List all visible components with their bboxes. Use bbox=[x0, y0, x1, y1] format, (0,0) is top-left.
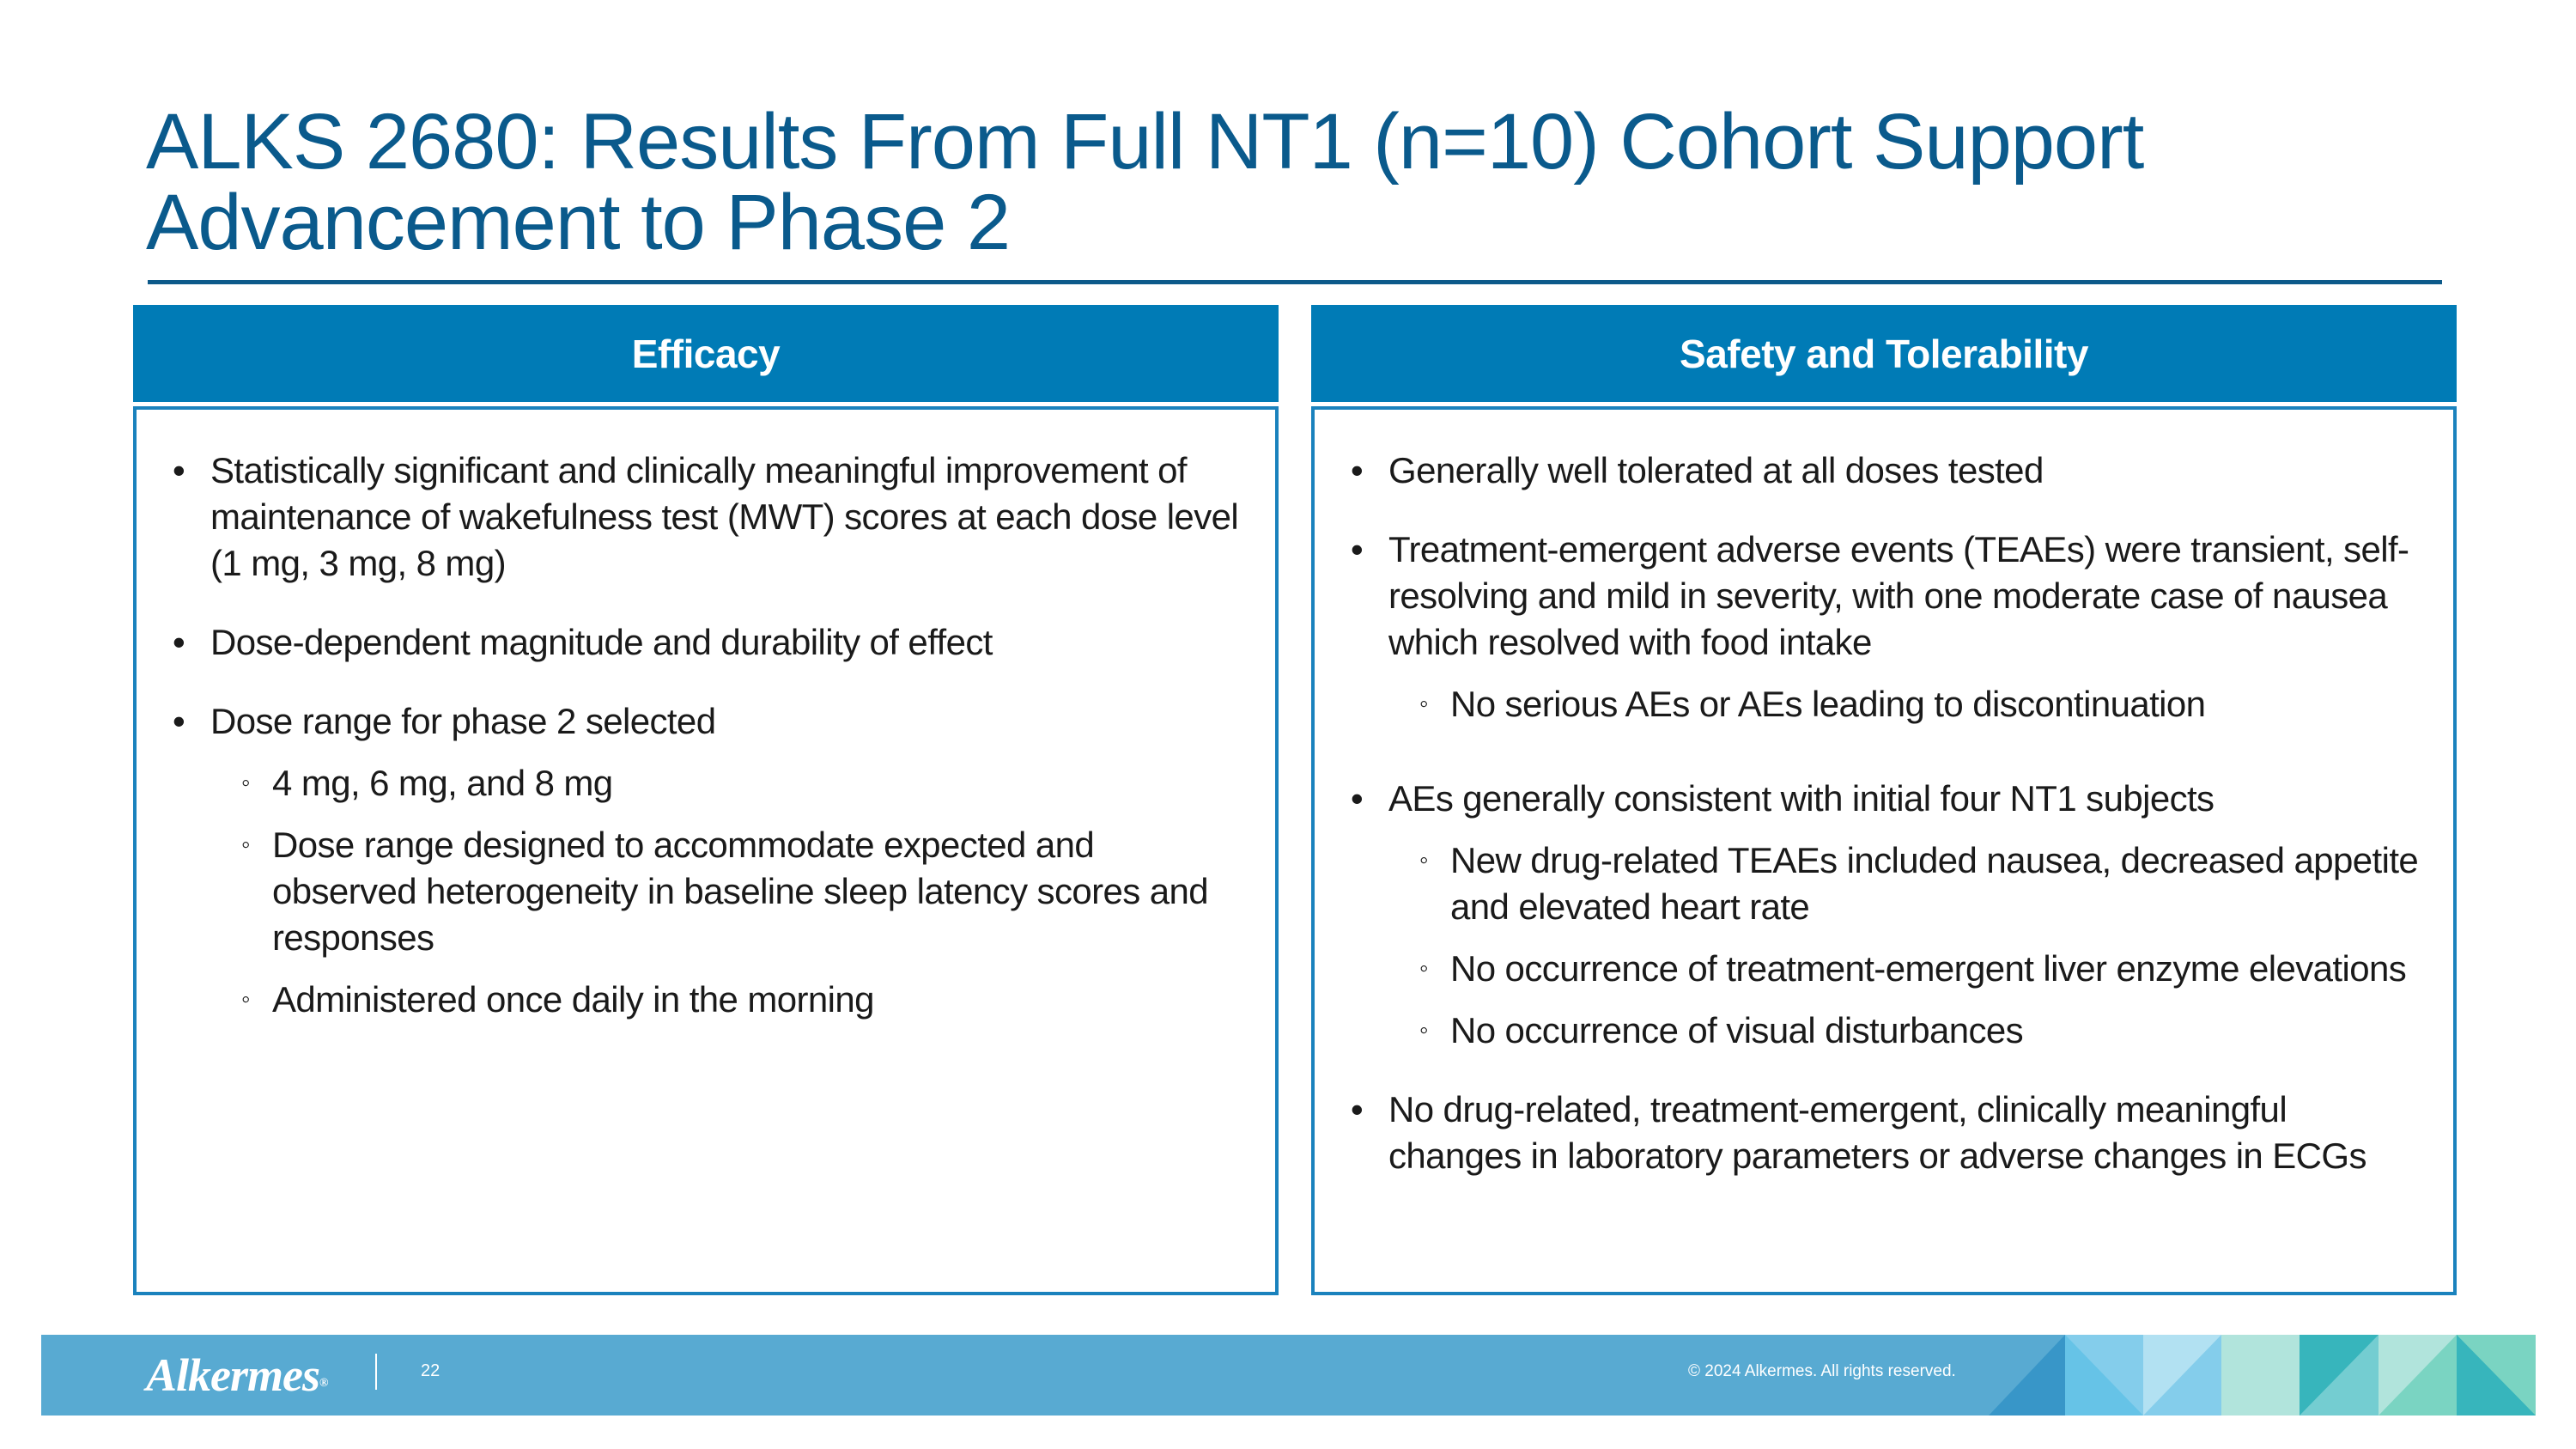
slide-title-line-2: Advancement to Phase 2 bbox=[146, 179, 1010, 266]
safety-bullet-list bbox=[1351, 447, 2419, 1179]
sub-bullet-text: New drug-related TEAEs included nausea, decreased appetite and elevated heart rate bbox=[1450, 840, 2419, 927]
bullet-icon: • bbox=[173, 622, 185, 662]
efficacy-sub-bullet bbox=[210, 760, 1241, 807]
copyright-notice: © 2024 Alkermes. All rights reserved. bbox=[1688, 1362, 1956, 1380]
safety-sub-bullet bbox=[1388, 681, 2419, 728]
safety-sub-bullet bbox=[1388, 946, 2419, 992]
safety-panel-header bbox=[1311, 305, 2457, 402]
efficacy-bullet bbox=[173, 619, 1241, 666]
bullet-icon: • bbox=[1351, 450, 1364, 490]
efficacy-sub-bullet bbox=[210, 822, 1241, 961]
registered-mark-icon: ® bbox=[319, 1377, 328, 1390]
safety-bullet bbox=[1351, 527, 2419, 728]
footer-divider bbox=[375, 1354, 377, 1390]
sub-bullet-icon: ◦ bbox=[1419, 690, 1429, 718]
footer-triangle-pattern-icon bbox=[1989, 1335, 2536, 1416]
sub-bullet-icon: ◦ bbox=[1419, 954, 1429, 983]
bullet-icon: • bbox=[1351, 1089, 1364, 1129]
bullet-icon: • bbox=[173, 450, 185, 490]
sub-bullet-icon: ◦ bbox=[1419, 1016, 1429, 1044]
page-number: 22 bbox=[421, 1361, 440, 1380]
efficacy-bullet bbox=[173, 698, 1241, 1023]
safety-sub-list bbox=[1388, 681, 2419, 728]
sub-bullet-icon: ◦ bbox=[241, 831, 251, 859]
efficacy-panel-body bbox=[133, 406, 1279, 1295]
bullet-text: No drug-related, treatment-emergent, clinically meaningful changes in laboratory parameters or adverse changes in ECGs bbox=[1388, 1089, 2366, 1176]
safety-sub-bullet bbox=[1388, 837, 2419, 930]
sub-bullet-text: No occurrence of visual disturbances bbox=[1450, 1010, 2024, 1050]
efficacy-header-label: Efficacy bbox=[631, 331, 781, 376]
sub-bullet-text: 4 mg, 6 mg, and 8 mg bbox=[272, 763, 613, 803]
safety-bullet bbox=[1351, 1087, 2419, 1179]
sub-bullet-icon: ◦ bbox=[241, 985, 251, 1014]
bullet-icon: • bbox=[1351, 529, 1364, 569]
safety-bullet bbox=[1351, 447, 2419, 494]
sub-bullet-text: Administered once daily in the morning bbox=[272, 979, 874, 1020]
title-underline bbox=[148, 280, 2442, 284]
bullet-text: AEs generally consistent with initial four NT1 subjects bbox=[1388, 778, 2215, 819]
safety-sub-bullet bbox=[1388, 1008, 2419, 1054]
slide-title bbox=[146, 98, 2464, 266]
sub-bullet-icon: ◦ bbox=[1419, 846, 1429, 874]
sub-bullet-text: No serious AEs or AEs leading to discontinuation bbox=[1450, 684, 2206, 724]
safety-bullet bbox=[1351, 776, 2419, 1054]
efficacy-sub-bullet bbox=[210, 977, 1241, 1023]
efficacy-bullet-list bbox=[173, 447, 1241, 1023]
alkermes-logo bbox=[146, 1350, 327, 1400]
efficacy-bullet bbox=[173, 447, 1241, 587]
bullet-text: Dose range for phase 2 selected bbox=[210, 701, 716, 741]
sub-bullet-text: No occurrence of treatment-emergent liver enzyme elevations bbox=[1450, 948, 2407, 989]
slide-title-line-1: ALKS 2680: Results From Full NT1 (n=10) Cohort Support bbox=[146, 98, 2144, 186]
sub-bullet-text: Dose range designed to accommodate expected and observed heterogeneity in baseline sleep latency scores and responses bbox=[272, 825, 1208, 958]
bullet-text: Generally well tolerated at all doses tested bbox=[1388, 450, 2044, 490]
bullet-text: Statistically significant and clinically meaningful improvement of maintenance of wakefulness test (MWT) scores at each dose level (1 mg, 3 mg, 8 mg) bbox=[210, 450, 1239, 583]
bullet-text: Treatment-emergent adverse events (TEAEs) were transient, self-resolving and mild in severity, with one moderate case of nausea which resolved with food intake bbox=[1388, 529, 2409, 662]
bullet-icon: • bbox=[1351, 778, 1364, 819]
efficacy-panel-header bbox=[133, 305, 1279, 402]
bullet-text: Dose-dependent magnitude and durability of effect bbox=[210, 622, 993, 662]
safety-sub-list bbox=[1388, 837, 2419, 1054]
efficacy-sub-list bbox=[210, 760, 1241, 1023]
bullet-icon: • bbox=[173, 701, 185, 741]
safety-header-label: Safety and Tolerability bbox=[1680, 331, 2088, 376]
safety-panel-body bbox=[1311, 406, 2457, 1295]
logo-text: Alkermes bbox=[146, 1349, 319, 1401]
sub-bullet-icon: ◦ bbox=[241, 769, 251, 797]
